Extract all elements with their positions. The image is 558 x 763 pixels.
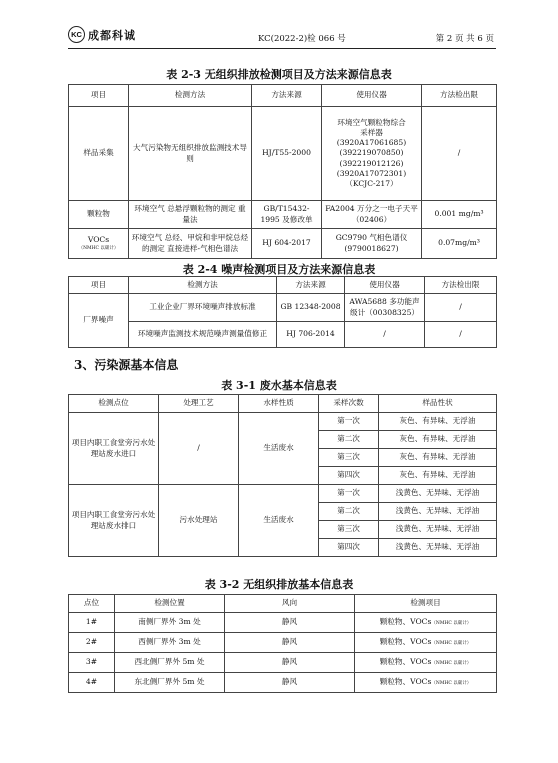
cell-instrument: AWA5688 多功能声级计（00308325） (345, 294, 425, 322)
cell-location: 东北侧厂界外 5m 处 (115, 673, 225, 693)
table-row (69, 294, 497, 322)
cell-item: 厂界噪声 (69, 294, 129, 348)
column-header: 样品性状 (379, 395, 497, 413)
cell-count: 第三次 (319, 449, 379, 467)
cell-method: 环境空气 总烃、甲烷和非甲烷总烃的测定 直接进样-气相色谱法 (129, 229, 252, 259)
cell-count: 第一次 (319, 413, 379, 431)
table-row (69, 653, 497, 673)
cell-state: 浅黄色、无异味、无浮油 (379, 521, 497, 539)
column-header: 方法检出限 (425, 277, 497, 294)
cell-count: 第一次 (319, 485, 379, 503)
table-2-3-caption: 表 2-3 无组织排放检测项目及方法来源信息表 (166, 68, 392, 81)
cell-count: 第三次 (319, 521, 379, 539)
cell-source: GB/T15432-1995 及修改单 (252, 201, 322, 229)
items-subscript: （NMHC 以碳计） (431, 661, 472, 667)
table-3-2-caption: 表 3-2 无组织排放基本信息表 (204, 578, 354, 591)
cell-location: 西侧厂界外 3m 处 (115, 633, 225, 653)
cell-item: 颗粒物 (69, 201, 129, 229)
cell-state: 灰色、有异味、无浮油 (379, 467, 497, 485)
table-2-4-caption: 表 2-4 噪声检测项目及方法来源信息表 (182, 263, 376, 276)
table-row (69, 673, 497, 693)
table-row (69, 229, 497, 259)
instrument-line: 环境空气颗粒物综合 (337, 117, 406, 127)
cell-process: 污水处理站 (159, 485, 239, 557)
instrument-line: 采样器 (360, 127, 383, 137)
cell-state: 灰色、有异味、无浮油 (379, 431, 497, 449)
cell-method: 工业企业厂界环境噪声排放标准 (129, 294, 277, 322)
cell-source: HJ 604-2017 (252, 229, 322, 259)
cell-point: 项目内职工食堂旁污水处理站废水排口 (69, 485, 159, 557)
table-header-row (69, 277, 497, 294)
items-text: 颗粒物、VOCs (379, 657, 432, 667)
table-2-3 (68, 84, 497, 259)
column-header: 处理工艺 (159, 395, 239, 413)
items-subscript: （NMHC 以碳计） (431, 621, 472, 627)
company-name: 成都科诚 (88, 28, 136, 42)
column-header: 项目 (69, 85, 129, 107)
cell-point: 项目内职工食堂旁污水处理站废水进口 (69, 413, 159, 485)
column-header: 检测点位 (69, 395, 159, 413)
item-name: VOCs (87, 235, 110, 245)
table-header-row (69, 395, 497, 413)
cell-process: / (159, 413, 239, 485)
cell-items (355, 613, 497, 633)
table-2-4 (68, 276, 497, 348)
cell-count: 第二次 (319, 431, 379, 449)
column-header: 方法来源 (277, 277, 345, 294)
column-header: 检测项目 (355, 595, 497, 613)
table-row (69, 322, 497, 348)
cell-source: HJ 706-2014 (277, 322, 345, 348)
cell-method: 大气污染物无组织排放监测技术导则 (129, 107, 252, 201)
cell-wind: 静风 (225, 673, 355, 693)
column-header: 方法检出限 (422, 85, 497, 107)
instrument-line: (3920A17061685) (336, 138, 407, 148)
cell-instrument: GC9790 气相色谱仪(9790018627) (322, 229, 422, 259)
cell-instrument: FA2004 万分之一电子天平（02406） (322, 201, 422, 229)
column-header: 使用仪器 (345, 277, 425, 294)
column-header: 项目 (69, 277, 129, 294)
column-header: 点位 (69, 595, 115, 613)
cell-items (355, 673, 497, 693)
cell-nature: 生活废水 (239, 413, 319, 485)
table-header-row (69, 595, 497, 613)
cell-limit: / (422, 107, 497, 201)
cell-method: 环境噪声监测技术规范噪声测量值修正 (129, 322, 277, 348)
page-header (68, 24, 496, 49)
column-header: 检测方法 (129, 277, 277, 294)
cell-items (355, 653, 497, 673)
cell-instrument: / (345, 322, 425, 348)
cell-state: 浅黄色、无异味、无浮油 (379, 503, 497, 521)
column-header: 检测位置 (115, 595, 225, 613)
instrument-line: （KCJC-217） (345, 179, 398, 189)
table-row (69, 107, 497, 201)
cell-wind: 静风 (225, 653, 355, 673)
cell-method: 环境空气 总悬浮颗粒物的测定 重量法 (129, 201, 252, 229)
cell-state: 浅黄色、无异味、无浮油 (379, 485, 497, 503)
items-subscript: （NMHC 以碳计） (431, 681, 472, 687)
table-row (69, 413, 497, 431)
report-number: KC(2022-2)检 066 号 (258, 34, 346, 44)
cell-count: 第四次 (319, 467, 379, 485)
items-text: 颗粒物、VOCs (379, 637, 432, 647)
table-row (69, 613, 497, 633)
cell-limit: / (425, 322, 497, 348)
cell-state: 灰色、有异味、无浮油 (379, 413, 497, 431)
logo-mark-icon: KC (68, 26, 85, 43)
column-header: 风向 (225, 595, 355, 613)
table-3-1 (68, 394, 497, 557)
cell-wind: 静风 (225, 613, 355, 633)
cell-nature: 生活废水 (239, 485, 319, 557)
items-subscript: （NMHC 以碳计） (431, 641, 472, 647)
column-header: 使用仪器 (322, 85, 422, 107)
cell-item: 样品采集 (69, 107, 129, 201)
cell-state: 浅黄色、无异味、无浮油 (379, 539, 497, 557)
table-3-2 (68, 594, 497, 693)
cell-location: 西北侧厂界外 5m 处 (115, 653, 225, 673)
cell-location: 南侧厂界外 3m 处 (115, 613, 225, 633)
table-header-row (69, 85, 497, 107)
column-header: 检测方法 (129, 85, 252, 107)
cell-id: 2# (69, 633, 115, 653)
cell-source: HJ/T55-2000 (252, 107, 322, 201)
column-header: 水样性质 (239, 395, 319, 413)
cell-count: 第二次 (319, 503, 379, 521)
cell-limit: / (425, 294, 497, 322)
cell-limit: 0.07mg/m³ (422, 229, 497, 259)
section-heading: 3、污染源基本信息 (74, 358, 179, 372)
page-indicator: 第 2 页 共 6 页 (435, 34, 494, 44)
table-row (69, 485, 497, 503)
table-row (69, 633, 497, 653)
items-text: 颗粒物、VOCs (379, 617, 432, 627)
instrument-line: (392219012126) (339, 158, 404, 168)
cell-wind: 静风 (225, 633, 355, 653)
cell-id: 1# (69, 613, 115, 633)
cell-state: 灰色、有异味、无浮油 (379, 449, 497, 467)
company-logo (68, 26, 136, 43)
cell-instrument (322, 107, 422, 201)
cell-source: GB 12348-2008 (277, 294, 345, 322)
column-header: 方法来源 (252, 85, 322, 107)
item-subscript: （NMHC 以碳计） (78, 245, 119, 251)
cell-id: 4# (69, 673, 115, 693)
cell-limit: 0.001 mg/m³ (422, 201, 497, 229)
instrument-line: (3920A17072301) (336, 168, 407, 178)
items-text: 颗粒物、VOCs (379, 677, 432, 687)
cell-count: 第四次 (319, 539, 379, 557)
cell-items (355, 633, 497, 653)
column-header: 采样次数 (319, 395, 379, 413)
instrument-line: (392219070850) (339, 148, 404, 158)
table-row (69, 201, 497, 229)
cell-id: 3# (69, 653, 115, 673)
table-3-1-caption: 表 3-1 废水基本信息表 (221, 379, 337, 392)
cell-item (69, 229, 129, 259)
